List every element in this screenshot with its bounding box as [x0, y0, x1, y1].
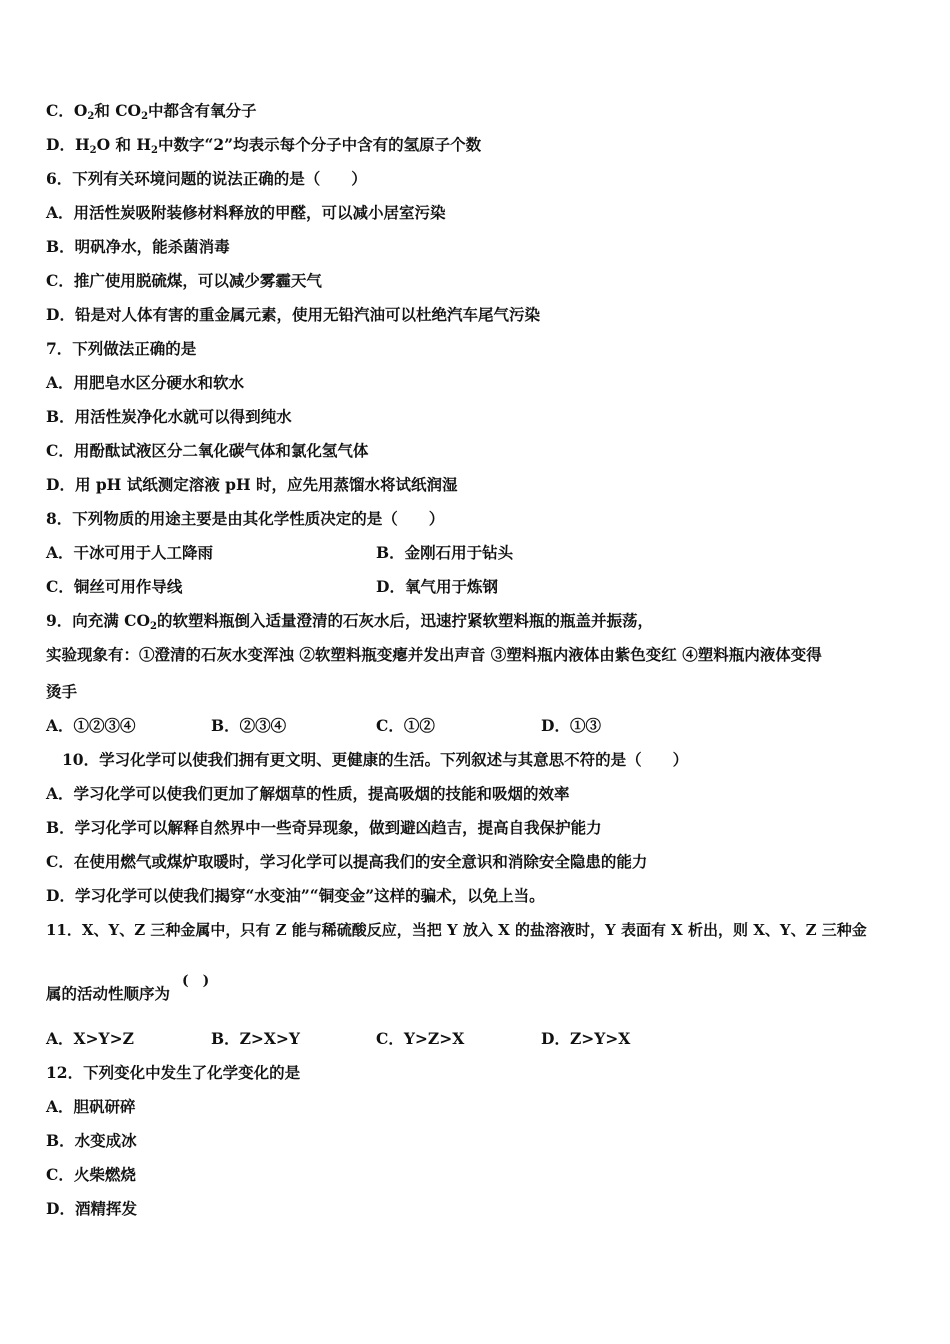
- q6-option-d: D．铅是对人体有害的重金属元素，使用无铅汽油可以杜绝汽车尾气污染: [46, 305, 540, 324]
- q6-option-a: A．用活性炭吸附装修材料释放的甲醛，可以减小居室污染: [46, 203, 446, 222]
- q11-option-c: C．Y>Z>X: [376, 1029, 465, 1048]
- q8-option-c: C．铜丝可用作导线: [46, 577, 183, 596]
- q8-option-b: B．金刚石用于钻头: [376, 543, 514, 562]
- q8-stem: 8．下列物质的用途主要是由其化学性质决定的是（ ）: [46, 509, 445, 528]
- q5-option-c: C．$O_2$和 $CO_2$中都含有氧分子: [46, 101, 257, 122]
- q10-option-b: B．学习化学可以解释自然界中一些奇异现象，做到避凶趋吉，提高自我保护能力: [46, 818, 602, 837]
- q9-option-c: C．①②: [376, 716, 435, 735]
- q7-option-a: A．用肥皂水区分硬水和软水: [46, 373, 245, 392]
- q9-option-b: B．②③④: [211, 716, 287, 735]
- q9-phenomena: 实验现象有：①澄清的石灰水变浑浊 ②软塑料瓶变瘪并发出声音 ③塑料瓶内液体由紫色变红 ④塑料瓶内液体变得: [46, 645, 822, 664]
- q11-option-b: B．Z>X>Y: [211, 1029, 300, 1048]
- q7-option-b: B．用活性炭净化水就可以得到纯水: [46, 407, 292, 426]
- q9-phenomena-continued: 烫手: [46, 682, 78, 701]
- q11-stem-continued: 属的活动性顺序为: [46, 984, 171, 1003]
- q7-option-d: D．用 pH 试纸测定溶液 pH 时，应先用蒸馏水将试纸润湿: [46, 475, 458, 494]
- q10-option-d: D．学习化学可以使我们揭穿“水变油”“铜变金”这样的骗术，以免上当。: [46, 886, 545, 905]
- q9-stem: 9．向充满 $CO_2$的软塑料瓶倒入适量澄清的石灰水后，迅速拧紧软塑料瓶的瓶盖并振荡，: [46, 611, 654, 632]
- q12-stem: 12．下列变化中发生了化学变化的是: [46, 1063, 301, 1082]
- q10-stem: 10．学习化学可以使我们拥有更文明、更健康的生活。下列叙述与其意思不符的是（ ）: [62, 750, 689, 769]
- q10-option-c: C．在使用燃气或煤炉取暖时，学习化学可以提高我们的安全意识和消除安全隐患的能力: [46, 852, 648, 871]
- q9-option-d: D．①③: [541, 716, 601, 735]
- q6-stem: 6．下列有关环境问题的说法正确的是（ ）: [46, 169, 367, 188]
- q6-option-c: C．推广使用脱硫煤，可以减少雾霾天气: [46, 271, 322, 290]
- q11-stem: 11．X、Y、Z 三种金属中，只有 Z 能与稀硫酸反应，当把 Y 放入 X 的盐溶液时，Y 表面有 X 析出，则 X、Y、Z 三种金: [46, 921, 867, 939]
- q11-answer-blank: ( ): [182, 973, 210, 989]
- q6-option-b: B．明矾净水，能杀菌消毒: [46, 237, 230, 256]
- q12-option-a: A．胆矾研碎: [46, 1097, 136, 1116]
- q7-stem: 7．下列做法正确的是: [46, 339, 197, 358]
- q7-option-c: C．用酚酞试液区分二氧化碳气体和氯化氢气体: [46, 441, 369, 460]
- q12-option-b: B．水变成冰: [46, 1131, 137, 1150]
- q12-option-d: D．酒精挥发: [46, 1199, 137, 1218]
- q12-option-c: C．火柴燃烧: [46, 1165, 136, 1184]
- q5-option-d: D．$H_2O$ 和 $H_2$中数字“2”均表示每个分子中含有的氢原子个数: [46, 135, 482, 156]
- q11-option-d: D．Z>Y>X: [541, 1029, 631, 1048]
- q9-option-a: A．①②③④: [46, 716, 136, 735]
- q8-option-a: A．干冰可用于人工降雨: [46, 543, 214, 562]
- q10-option-a: A．学习化学可以使我们更加了解烟草的性质，提高吸烟的技能和吸烟的效率: [46, 784, 570, 803]
- q11-option-a: A．X>Y>Z: [46, 1029, 134, 1048]
- q8-option-d: D．氧气用于炼钢: [376, 577, 498, 596]
